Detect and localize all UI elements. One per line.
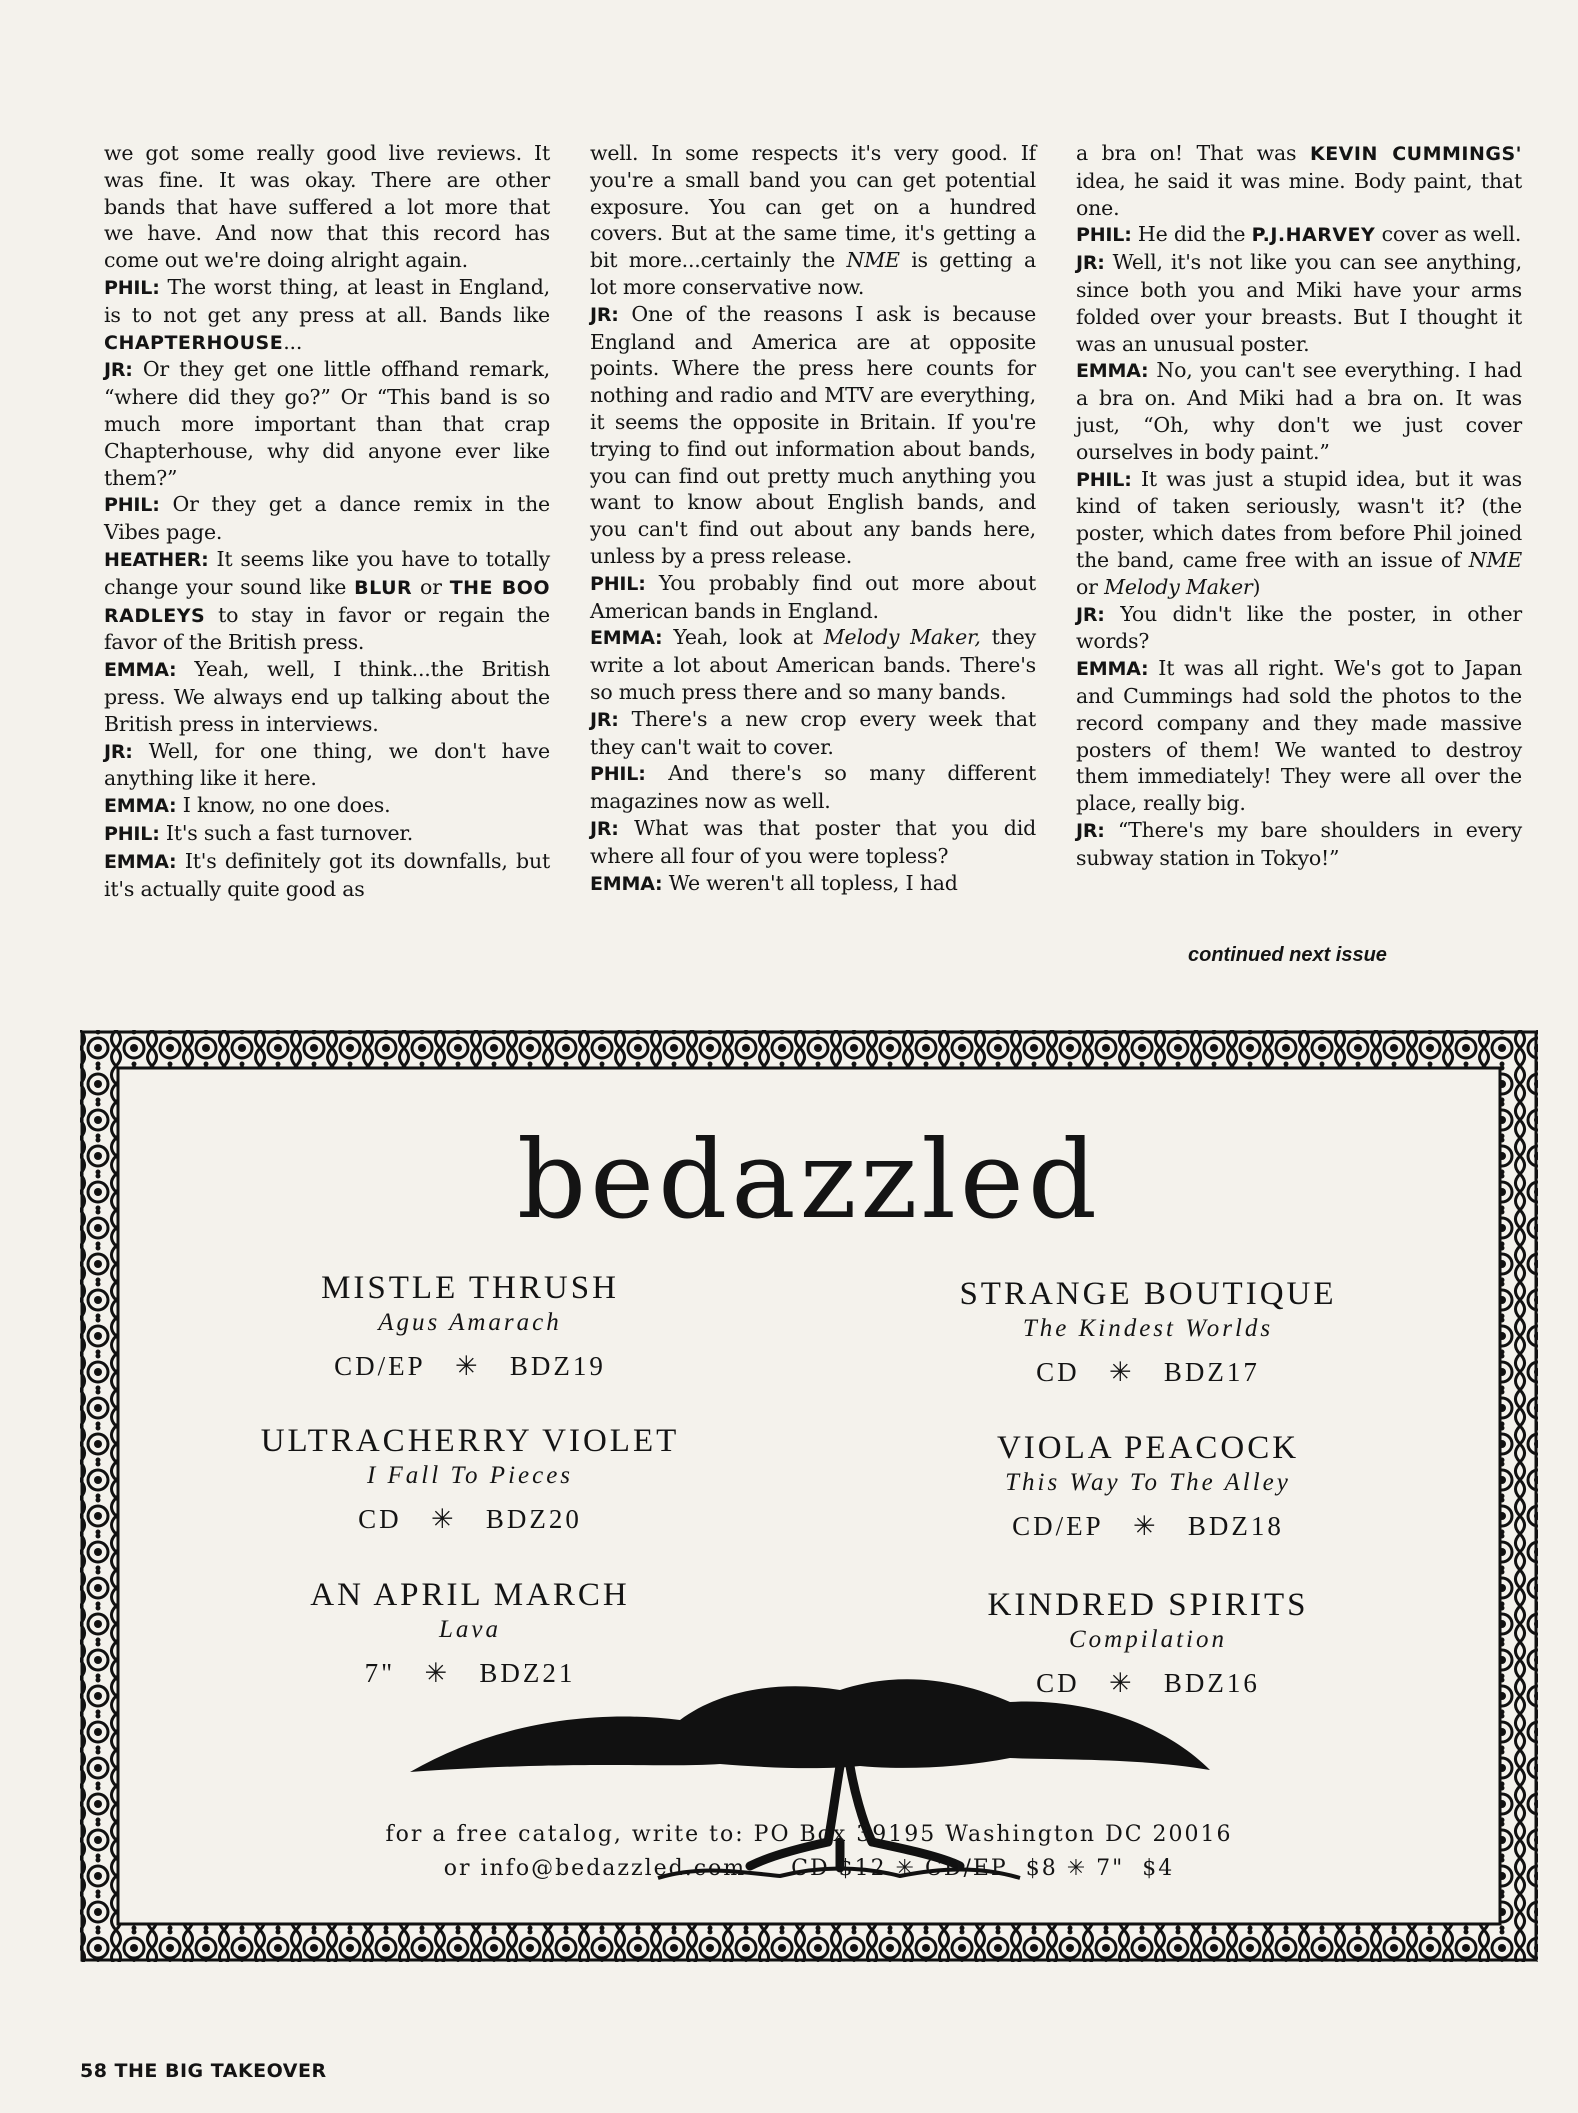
paragraph-text: It's such a fast turnover. bbox=[159, 820, 414, 845]
speaker-label: EMMA: bbox=[104, 659, 177, 682]
release-left-1 bbox=[220, 1270, 720, 1382]
release-title: I Fall To Pieces bbox=[366, 1462, 574, 1489]
asterisk-icon: ✳ bbox=[424, 1658, 451, 1688]
release-format: CD/EP ✳ BDZ19 bbox=[334, 1351, 606, 1381]
interview-paragraph bbox=[104, 738, 550, 793]
interview-paragraph bbox=[104, 274, 550, 356]
speaker-label: HEATHER: bbox=[104, 548, 209, 571]
release-left-2 bbox=[220, 1423, 720, 1535]
interview-paragraph bbox=[590, 301, 1036, 570]
email-and-prices: or info@bedazzled.com CD $12 ✳ CD/EP $8 ✳ 7" $4 bbox=[443, 1856, 1175, 1881]
interview-paragraph bbox=[1076, 655, 1522, 817]
interview-paragraph bbox=[104, 491, 550, 546]
release-artist: MISTLE THRUSH bbox=[321, 1270, 619, 1306]
interview-paragraph bbox=[104, 140, 550, 274]
paragraph-text: Well, for one thing, we don't have anything like it here. bbox=[104, 738, 550, 791]
interview-paragraph bbox=[1076, 140, 1522, 221]
band-name: P.J.HARVEY bbox=[1251, 224, 1376, 247]
release-format: CD ✳ BDZ20 bbox=[358, 1504, 582, 1534]
interview-paragraph bbox=[104, 848, 550, 903]
paragraph-text: You didn't like the poster, in other words? bbox=[1076, 601, 1522, 654]
interview-paragraph bbox=[1076, 221, 1522, 249]
speaker-label: EMMA: bbox=[1076, 658, 1149, 681]
paragraph-text: ) bbox=[1252, 574, 1261, 599]
bedazzled-advertisement bbox=[80, 1030, 1538, 1962]
paragraph-text: is getting a lot more conservative now. bbox=[590, 248, 1036, 299]
interview-paragraph bbox=[590, 760, 1036, 815]
release-title: This Way To The Alley bbox=[1005, 1469, 1291, 1496]
publication-name: Melody Maker bbox=[1104, 574, 1253, 599]
paragraph-text: It was all right. We's got to Japan and Cummings had sold the photos to the record company and they made massive posters of them! We wanted to destroy them immediately! They were all over the place, really big. bbox=[1076, 656, 1522, 816]
paragraph-text: One of the reasons I ask is because England and America are at opposite points. Where the press here counts for nothing and radio and MTV are everything, it seems the opposite in Britain. If you're trying to find out information about bands, you can find out pretty much anything you want to know about English bands, and you can't find out about any bands here, unless by a press release. bbox=[590, 301, 1036, 568]
release-artist: ULTRACHERRY VIOLET bbox=[260, 1423, 680, 1459]
asterisk-icon: ✳ bbox=[454, 1351, 481, 1381]
paragraph-text: No, you can't see everything. I had a bra on. And Miki had a bra on. It was just, “Oh, why don't we just cover ourselves in body paint.” bbox=[1076, 358, 1522, 464]
speaker-label: JR: bbox=[104, 740, 133, 763]
paragraph-text: Well, it's not like you can see anything, since both you and Miki have your arms folded over your breasts. But I thought it was an unusual poster. bbox=[1076, 250, 1522, 356]
speaker-label: EMMA: bbox=[104, 850, 177, 873]
speaker-label: JR: bbox=[590, 817, 619, 840]
interview-columns bbox=[104, 140, 1524, 902]
interview-paragraph bbox=[590, 870, 1036, 898]
speaker-label: EMMA: bbox=[590, 872, 663, 895]
paragraph-text: Yeah, look at bbox=[662, 625, 824, 650]
release-right-2 bbox=[898, 1430, 1398, 1542]
interview-paragraph bbox=[590, 706, 1036, 761]
interview-column-2 bbox=[590, 140, 1036, 902]
interview-column-3 bbox=[1076, 140, 1522, 902]
release-title: Agus Amarach bbox=[378, 1309, 562, 1336]
paragraph-text: It's definitely got its downfalls, but it's actually quite good as bbox=[104, 848, 550, 901]
speaker-label: PHIL: bbox=[1076, 468, 1132, 491]
paragraph-text: I know, no one does. bbox=[176, 793, 391, 818]
paragraph-text: Or they get one little offhand remark, “where did they go?” Or “This band is so much more important than that crap Chapterhouse, why did anyone ever like them?” bbox=[104, 357, 550, 490]
interview-paragraph bbox=[590, 570, 1036, 625]
release-format: CD/EP ✳ BDZ18 bbox=[1012, 1511, 1284, 1541]
interview-paragraph bbox=[104, 792, 550, 820]
interview-paragraph bbox=[1076, 817, 1522, 872]
page-footer: 58 THE BIG TAKEOVER bbox=[80, 2060, 327, 2082]
interview-paragraph bbox=[590, 815, 1036, 870]
paragraph-text: He did the bbox=[1131, 222, 1252, 247]
speaker-label: JR: bbox=[590, 708, 619, 731]
speaker-label: JR: bbox=[1076, 252, 1105, 275]
release-right-3 bbox=[898, 1587, 1398, 1699]
paragraph-text: a bra on! That was bbox=[1076, 141, 1310, 165]
speaker-label: PHIL: bbox=[104, 494, 160, 517]
release-right-1 bbox=[898, 1276, 1398, 1388]
release-format: CD ✳ BDZ16 bbox=[1036, 1668, 1260, 1698]
interview-paragraph bbox=[590, 624, 1036, 705]
speaker-label: PHIL: bbox=[590, 763, 646, 786]
interview-paragraph bbox=[104, 820, 550, 848]
speaker-label: PHIL: bbox=[104, 822, 160, 845]
catalog-address: for a free catalog, write to: PO Box 39195 Washington DC 20016 bbox=[385, 1822, 1233, 1847]
release-left-3 bbox=[220, 1577, 720, 1689]
band-name: THE BOO RADLEYS bbox=[104, 576, 551, 627]
interview-paragraph bbox=[1076, 601, 1522, 656]
release-artist: KINDRED SPIRITS bbox=[987, 1587, 1309, 1623]
paragraph-text: idea, he said it was mine. Body paint, that one. bbox=[1076, 168, 1522, 220]
interview-paragraph bbox=[1076, 466, 1522, 601]
speaker-label: EMMA: bbox=[104, 795, 177, 818]
speaker-label: PHIL: bbox=[1076, 224, 1132, 247]
interview-column-1 bbox=[104, 140, 550, 902]
interview-paragraph bbox=[1076, 249, 1522, 357]
paragraph-text: The worst thing, at least in England, is to not get any press at all. Bands like bbox=[104, 274, 550, 327]
paragraph-text: You probably find out more about American bands in England. bbox=[590, 570, 1036, 623]
paragraph-text: we got some really good live reviews. It was fine. It was okay. There are other bands that have suffered a lot more that we have. And now that this record has come out we're doing alright again. bbox=[104, 141, 550, 273]
speaker-label: EMMA: bbox=[590, 627, 663, 650]
speaker-label: JR: bbox=[104, 359, 133, 382]
band-name: BLUR bbox=[354, 576, 413, 599]
asterisk-icon: ✳ bbox=[1108, 1357, 1135, 1387]
asterisk-icon: ✳ bbox=[430, 1504, 457, 1534]
release-format: CD ✳ BDZ17 bbox=[1036, 1357, 1260, 1387]
release-artist: AN APRIL MARCH bbox=[310, 1577, 630, 1613]
release-artist: STRANGE BOUTIQUE bbox=[959, 1276, 1337, 1312]
speaker-label: EMMA: bbox=[1076, 360, 1149, 383]
paragraph-text: Yeah, well, I think...the British press. We always end up talking about the British press in interviews. bbox=[104, 657, 550, 736]
paragraph-text: Or they get a dance remix in the Vibes page. bbox=[104, 492, 550, 545]
paragraph-text: “There's my bare shoulders in every subway station in Tokyo!” bbox=[1076, 817, 1522, 870]
release-artist: VIOLA PEACOCK bbox=[996, 1430, 1300, 1466]
paragraph-text: It was just a stupid idea, but it was kind of taken seriously, wasn't it? (the poster, which dates from before Phil joined the band, came free with an issue of bbox=[1076, 466, 1522, 572]
paragraph-text: What was that poster that you did where all four of you were topless? bbox=[590, 815, 1036, 868]
release-title: Compilation bbox=[1068, 1626, 1227, 1653]
interview-paragraph bbox=[590, 140, 1036, 301]
paragraph-text: they write a lot about American bands. There's so much press there and so many bands. bbox=[590, 625, 1036, 704]
paragraph-text: to stay in favor or regain the favor of the British press. bbox=[104, 602, 550, 655]
release-title: Lava bbox=[439, 1616, 501, 1643]
paragraph-text: We weren't all topless, I had bbox=[662, 870, 958, 895]
interview-paragraph bbox=[104, 656, 550, 737]
publication-name: Melody Maker, bbox=[823, 625, 981, 650]
band-name: KEVIN CUMMINGS' bbox=[1309, 143, 1522, 165]
paragraph-text: well. In some respects it's very good. If you're a small band you can get potential exposure. You can get on a hundred covers. But at the same time, it's getting a bit more...certainly the bbox=[590, 141, 1036, 273]
continued-note: continued next issue bbox=[1188, 944, 1387, 966]
paragraph-text: or bbox=[1076, 574, 1105, 599]
paragraph-text: It seems like you have to totally change your sound like bbox=[104, 546, 550, 599]
band-name: CHAPTERHOUSE bbox=[104, 331, 284, 354]
speaker-label: JR: bbox=[1076, 819, 1105, 842]
paragraph-text: And there's so many different magazines now as well. bbox=[590, 761, 1036, 814]
brand-logo: bedazzled bbox=[517, 1118, 1101, 1243]
asterisk-icon: ✳ bbox=[1132, 1511, 1159, 1541]
asterisk-icon: ✳ bbox=[1108, 1668, 1135, 1698]
interview-paragraph bbox=[104, 356, 550, 491]
paragraph-text: There's a new crop every week that they can't wait to cover. bbox=[590, 706, 1036, 759]
speaker-label: JR: bbox=[1076, 603, 1105, 626]
release-format: 7" ✳ BDZ21 bbox=[364, 1658, 576, 1688]
speaker-label: JR: bbox=[590, 303, 619, 326]
paragraph-text: or bbox=[412, 574, 450, 599]
speaker-label: PHIL: bbox=[590, 572, 646, 595]
interview-paragraph bbox=[1076, 357, 1522, 465]
interview-paragraph bbox=[104, 546, 550, 656]
speaker-label: PHIL: bbox=[104, 276, 160, 299]
publication-name: NME bbox=[846, 248, 900, 273]
paragraph-text: ... bbox=[283, 329, 303, 354]
publication-name: NME bbox=[1468, 547, 1522, 572]
paragraph-text: cover as well. bbox=[1375, 222, 1522, 247]
release-title: The Kindest Worlds bbox=[1022, 1315, 1274, 1342]
ad-footer bbox=[80, 1818, 1538, 1886]
